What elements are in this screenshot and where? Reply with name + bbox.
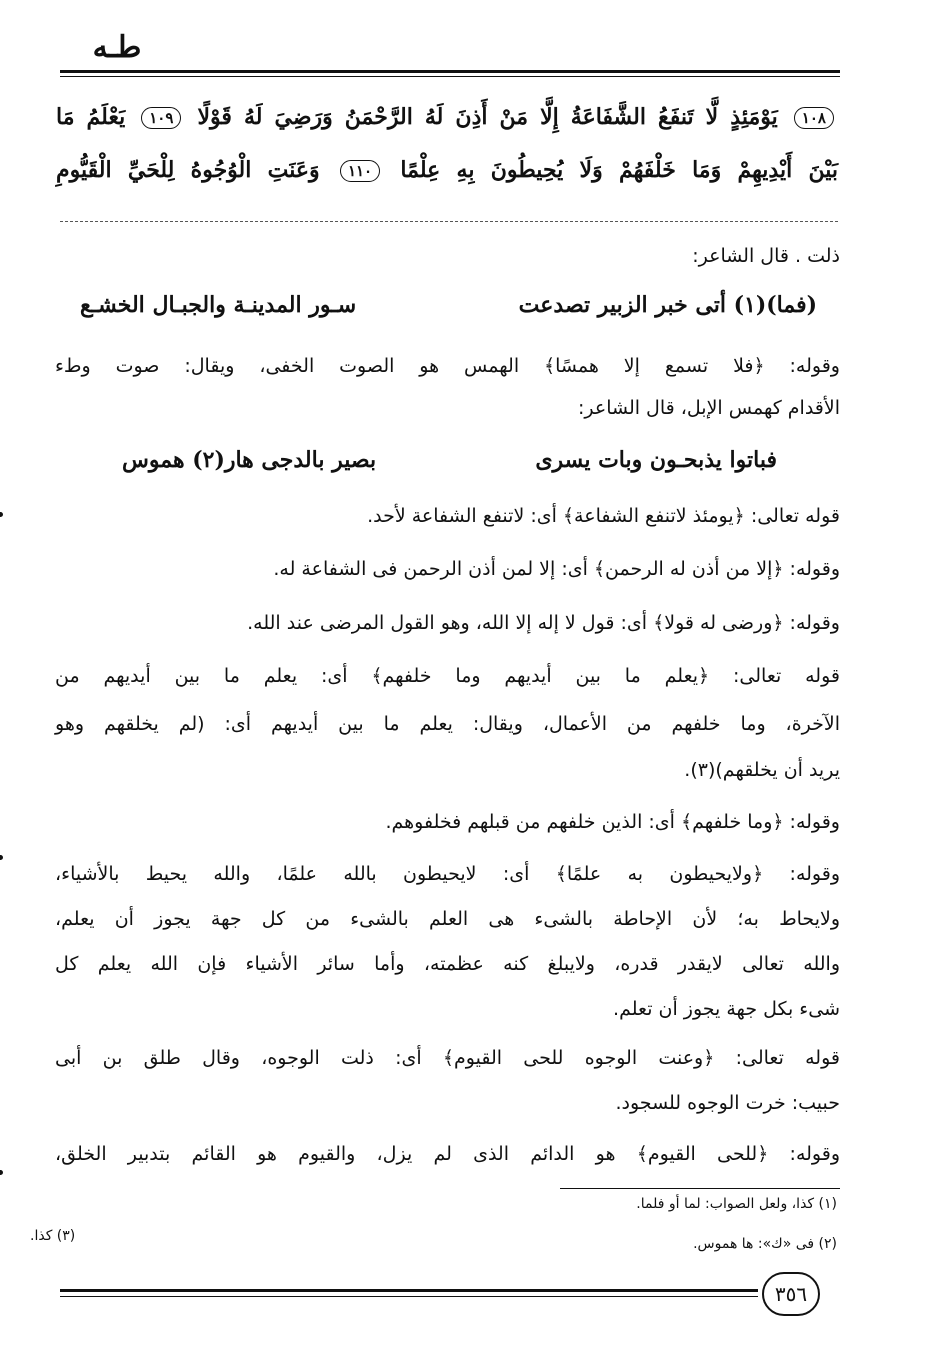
scan-speck — [0, 855, 3, 860]
footer-rule-bottom — [60, 1296, 758, 1297]
quran-line-1 — [56, 104, 838, 130]
scan-speck — [0, 1170, 3, 1175]
text-line: وقوله: ﴿ورضى له قولا﴾ أى: قول لا إله إلا الله، وهو القول المرضى عند الله. — [247, 612, 840, 634]
footnote-rule — [560, 1188, 840, 1189]
text-line: وقوله: ﴿فلا تسمع إلا همسًا﴾ الهمس هو الصوت الخفى، ويقال: صوت وطء — [55, 355, 840, 377]
footnote-2: (٢) فى «ك»: ها هموس. — [693, 1236, 837, 1252]
ayah-marker-108: ١٠٨ — [794, 107, 834, 129]
ayah-marker-109: ١٠٩ — [141, 107, 181, 129]
quran-line-2 — [56, 157, 838, 183]
text-line: ولايحاط به؛ لأن الإحاطة بالشىء هى العلم بالشىء من كل جهة يجوز أن يعلم، — [55, 908, 840, 930]
ayah-marker-110: ١١٠ — [340, 160, 380, 182]
footer-rule-top — [60, 1289, 758, 1292]
quran-text: يَوْمَئِذٍ لَّا تَنفَعُ الشَّفَاعَةُ إِلَّا مَنْ أَذِنَ لَهُ الرَّحْمَنُ وَرَضِيَ لَهُ قَوْلًا — [197, 104, 778, 130]
quran-text: بَيْنَ أَيْدِيهِمْ وَمَا خَلْفَهُمْ وَلَا يُحِيطُونَ بِهِ عِلْمًا — [400, 157, 838, 183]
quran-separator — [60, 221, 838, 222]
quran-text: وَعَنَتِ الْوُجُوهُ لِلْحَيِّ الْقَيُّومِ — [56, 157, 320, 183]
text-line: وقوله: ﴿ولايحيطون به علمًا﴾ أى: لايحيطون بالله علمًا، والله يحيط بالأشياء، — [55, 863, 840, 885]
text-line: يريد أن يخلقهم)(٣). — [684, 759, 840, 781]
footnote-3: (٣) كذا. — [30, 1228, 76, 1244]
text-line: وقوله: ﴿وما خلفهم﴾ أى: الذين خلفهم من قبلهم فخلفوهم. — [385, 811, 840, 833]
poem-1-second-hemistich: سـور المدينـة والجبـال الخشـع — [80, 292, 357, 318]
text-line: الأقدام كهمس الإبل، قال الشاعر: — [577, 397, 840, 419]
text-line: وقوله: ﴿إلا من أذن له الرحمن﴾ أى: إلا لمن أذن الرحمن فى الشفاعة له. — [273, 558, 840, 580]
poem-1-first-hemistich: (فما)(١) أتى خبر الزبير تصدعت — [518, 292, 817, 318]
footnote-1: (١) كذا، ولعل الصواب: لما أو فلما. — [636, 1196, 837, 1212]
text-line: الآخرة، وما خلفهم من الأعمال، ويقال: يعلم ما بين أيديهم أى: (لم يخلقهم وهو — [55, 713, 840, 735]
text-line: والله تعالى لايقدر قدره، ولايبلغ كنه عظمته، وأما سائر الأشياء فإن الله يعلم كل — [55, 953, 840, 975]
poem-2-second-hemistich: بصير بالدجى هار(٢) هموس — [122, 447, 377, 473]
text-line: قوله تعالى: ﴿يومئذ لاتنفع الشفاعة﴾ أى: لاتنفع الشفاعة لأحد. — [367, 505, 840, 527]
surah-running-header: طـه — [92, 30, 142, 65]
page-number: ٣٥٦ — [762, 1272, 820, 1316]
header-rule-bottom — [60, 76, 840, 77]
poem-2-first-hemistich: فباتوا يذبحـون وبات يسرى — [535, 447, 777, 473]
text-line: شىء بكل جهة يجوز أن تعلم. — [613, 998, 840, 1020]
text-line: وقوله: ﴿للحى القيوم﴾ هو الدائم الذى لم يزل، والقيوم هو القائم بتدبير الخلق، — [55, 1143, 840, 1165]
text-line: حبيب: خرت الوجوه للسجود. — [615, 1092, 840, 1114]
scan-speck — [0, 512, 3, 517]
text-line: قوله تعالى: ﴿يعلم ما بين أيديهم وما خلفهم﴾ أى: يعلم ما بين أيديهم من — [55, 665, 840, 687]
text-line: قوله تعالى: ﴿وعنت الوجوه للحى القيوم﴾ أى: ذلت الوجوه، وقال طلق بن أبى — [55, 1047, 840, 1069]
text-line: ذلت . قال الشاعر: — [692, 245, 840, 267]
quran-text: يَعْلَمُ مَا — [56, 104, 126, 130]
header-rule-top — [60, 70, 840, 73]
